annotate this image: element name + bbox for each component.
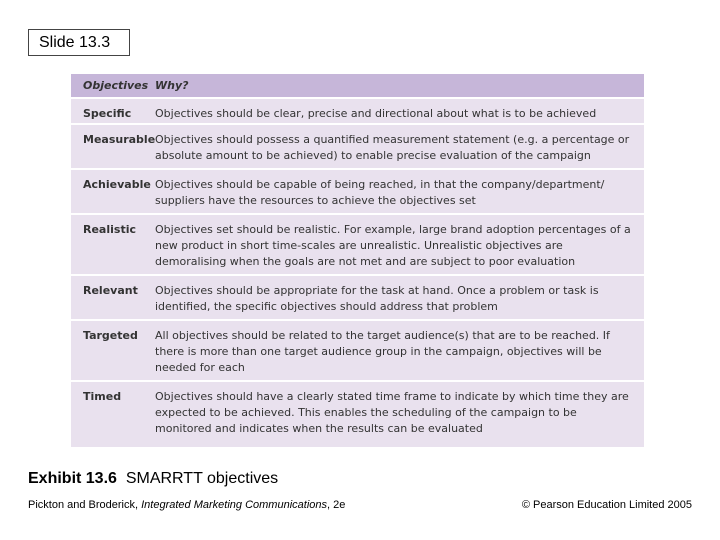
table-row	[71, 380, 644, 447]
row-text: All objectives should be related to the target audience(s) that are to be reached. If there is more than one target audience group in the campaign, objectives will be needed for each	[155, 329, 610, 374]
table-row	[71, 213, 644, 274]
table-header	[71, 74, 644, 97]
row-key: Realistic	[83, 223, 136, 236]
row-key: Specific	[83, 107, 132, 120]
row-key: Timed	[83, 390, 122, 403]
footer-copyright: © Pearson Education Limited 2005	[521, 499, 692, 511]
exhibit-caption	[28, 470, 278, 488]
row-text: Objectives should have a clearly stated time frame to indicate by which time they are expected to be achieved. This enables the scheduling of the campaign to be monitored and indicates when the results can be evaluated	[155, 390, 629, 435]
header-objectives: Objectives	[83, 79, 149, 92]
row-key: Measurable	[83, 133, 156, 146]
row-text: Objectives should be clear, precise and directional about what is to be achieved	[155, 107, 597, 120]
exhibit-title: SMARRTT objectives	[125, 470, 279, 487]
exhibit-number: Exhibit 13.6	[28, 470, 117, 487]
footer-book-title: Integrated Marketing Communications	[141, 499, 327, 511]
table-row	[71, 319, 644, 380]
objectives-table	[71, 74, 644, 447]
row-key: Achievable	[83, 178, 151, 191]
row-text: Objectives should possess a quantified measurement statement (e.g. a percentage or absolute amount to be achieved) to enable precise evaluation of the campaign	[155, 133, 630, 162]
row-text: Objectives should be appropriate for the task at hand. Once a problem or task is identified, the specific objectives should address that problem	[155, 284, 599, 313]
footer-citation	[28, 499, 345, 511]
row-key: Targeted	[83, 329, 138, 342]
table-row	[71, 97, 644, 123]
header-why: Why?	[155, 79, 189, 92]
table-row	[71, 168, 644, 213]
table-row	[71, 274, 644, 319]
footer-authors: Pickton and Broderick,	[28, 499, 139, 511]
slide-label: Slide 13.3	[28, 29, 130, 56]
row-text: Objectives set should be realistic. For example, large brand adoption percentages of a new product in short time-scales are unrealistic. Unrealistic objectives are demoralising when the goals are not met and are subject to poor evaluation	[155, 223, 631, 268]
footer-edition: , 2e	[327, 499, 346, 511]
row-key: Relevant	[83, 284, 138, 297]
row-text: Objectives should be capable of being reached, in that the company/department/ suppliers have the resources to achieve the objectives set	[155, 178, 605, 207]
table-row	[71, 123, 644, 168]
